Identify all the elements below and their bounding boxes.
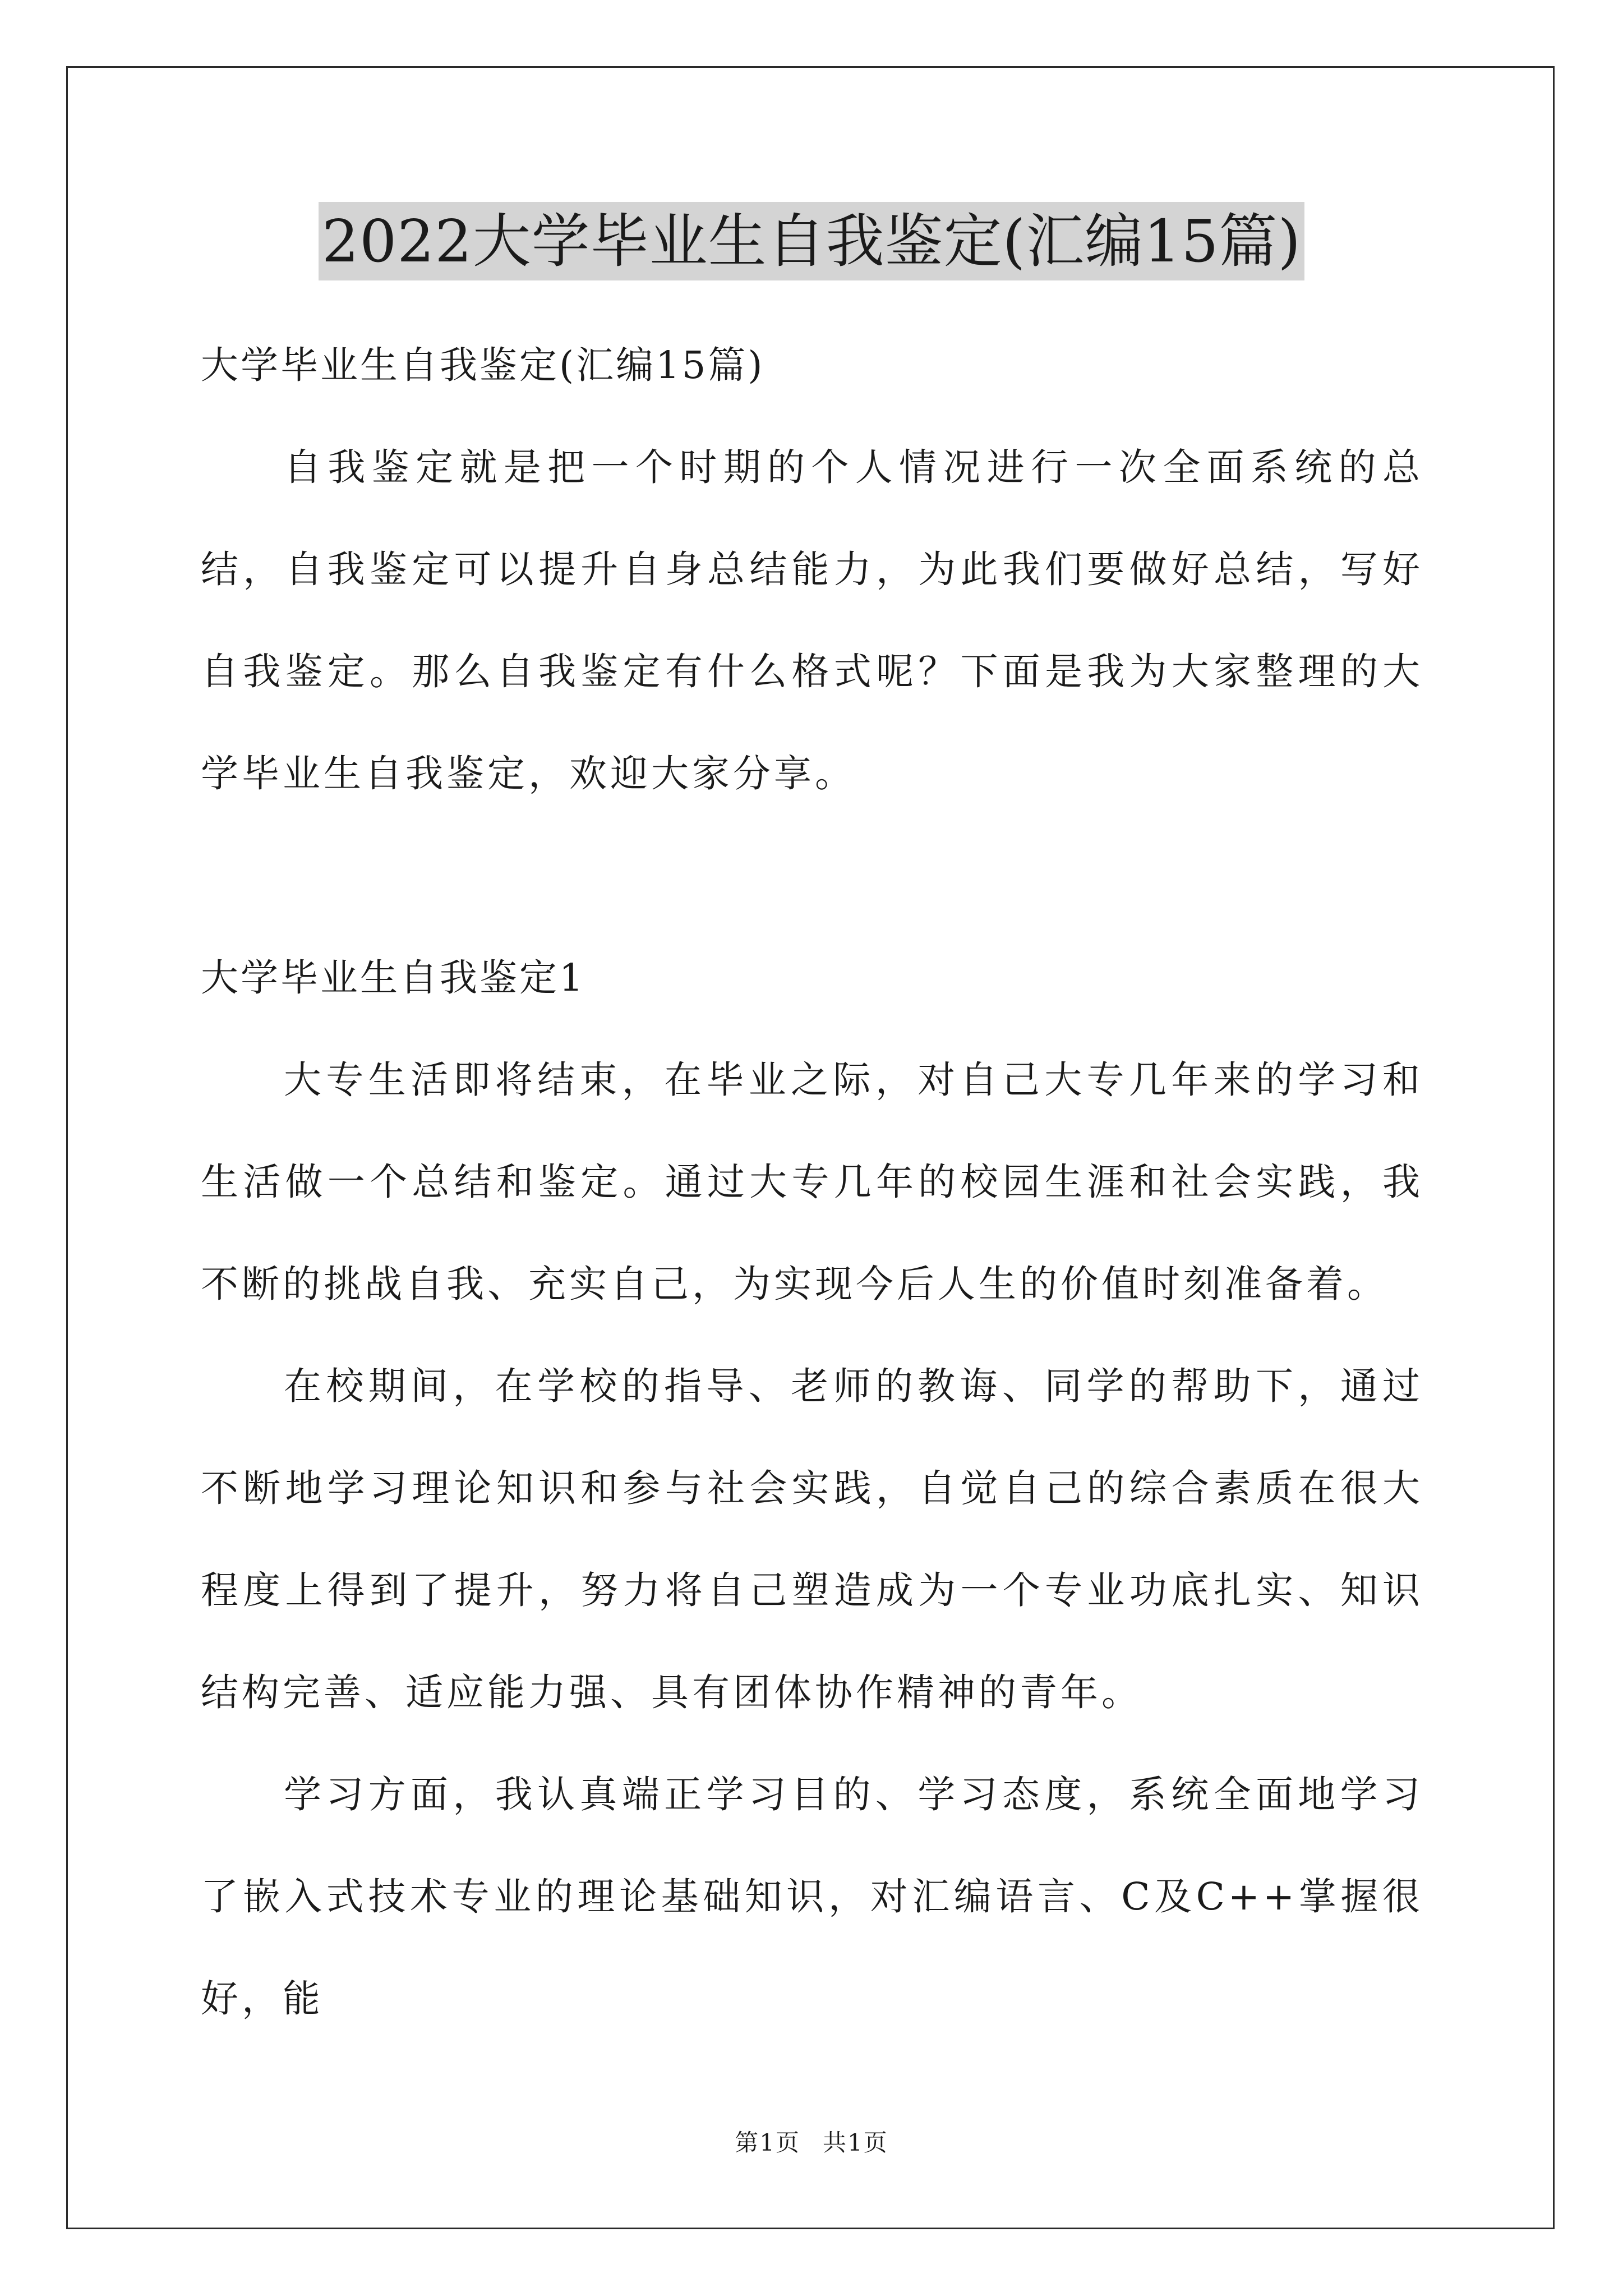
blank-line (201, 825, 1423, 927)
document-body (201, 314, 1423, 2050)
title-container (0, 202, 1623, 280)
subtitle-heading: 大学毕业生自我鉴定(汇编15篇) (201, 343, 765, 387)
body-paragraph: 在校期间，在学校的指导、老师的教诲、同学的帮助下，通过不断地学习理论知识和参与社会实践，自觉自己的综合素质在很大程度上得到了提升，努力将自己塑造成为一个专业功底扎实、知识结构完善、适应能力强、具有团体协作精神的青年。 (201, 1364, 1423, 1714)
body-paragraph: 大专生活即将结束，在毕业之际，对自己大专几年来的学习和生活做一个总结和鉴定。通过大专几年的校园生涯和社会实践，我不断的挑战自我、充实自己，为实现今后人生的价值时刻准备着。 (201, 1058, 1423, 1306)
document-title: 2022大学毕业生自我鉴定(汇编15篇) (319, 202, 1304, 280)
page-total: 共1页 (823, 2129, 888, 2156)
body-paragraph: 学习方面，我认真端正学习目的、学习态度，系统全面地学习了嵌入式技术专业的理论基础知识，对汇编语言、C及C++掌握很好，能 (201, 1773, 1423, 2021)
section-heading-1: 大学毕业生自我鉴定1 (201, 956, 585, 1000)
page-number: 第1页 (735, 2129, 800, 2156)
page-footer (0, 2126, 1623, 2160)
intro-paragraph: 自我鉴定就是把一个时期的个人情况进行一次全面系统的总结，自我鉴定可以提升自身总结能力，为此我们要做好总结，写好自我鉴定。那么自我鉴定有什么格式呢？下面是我为大家整理的大学毕业生自我鉴定，欢迎大家分享。 (201, 445, 1423, 795)
